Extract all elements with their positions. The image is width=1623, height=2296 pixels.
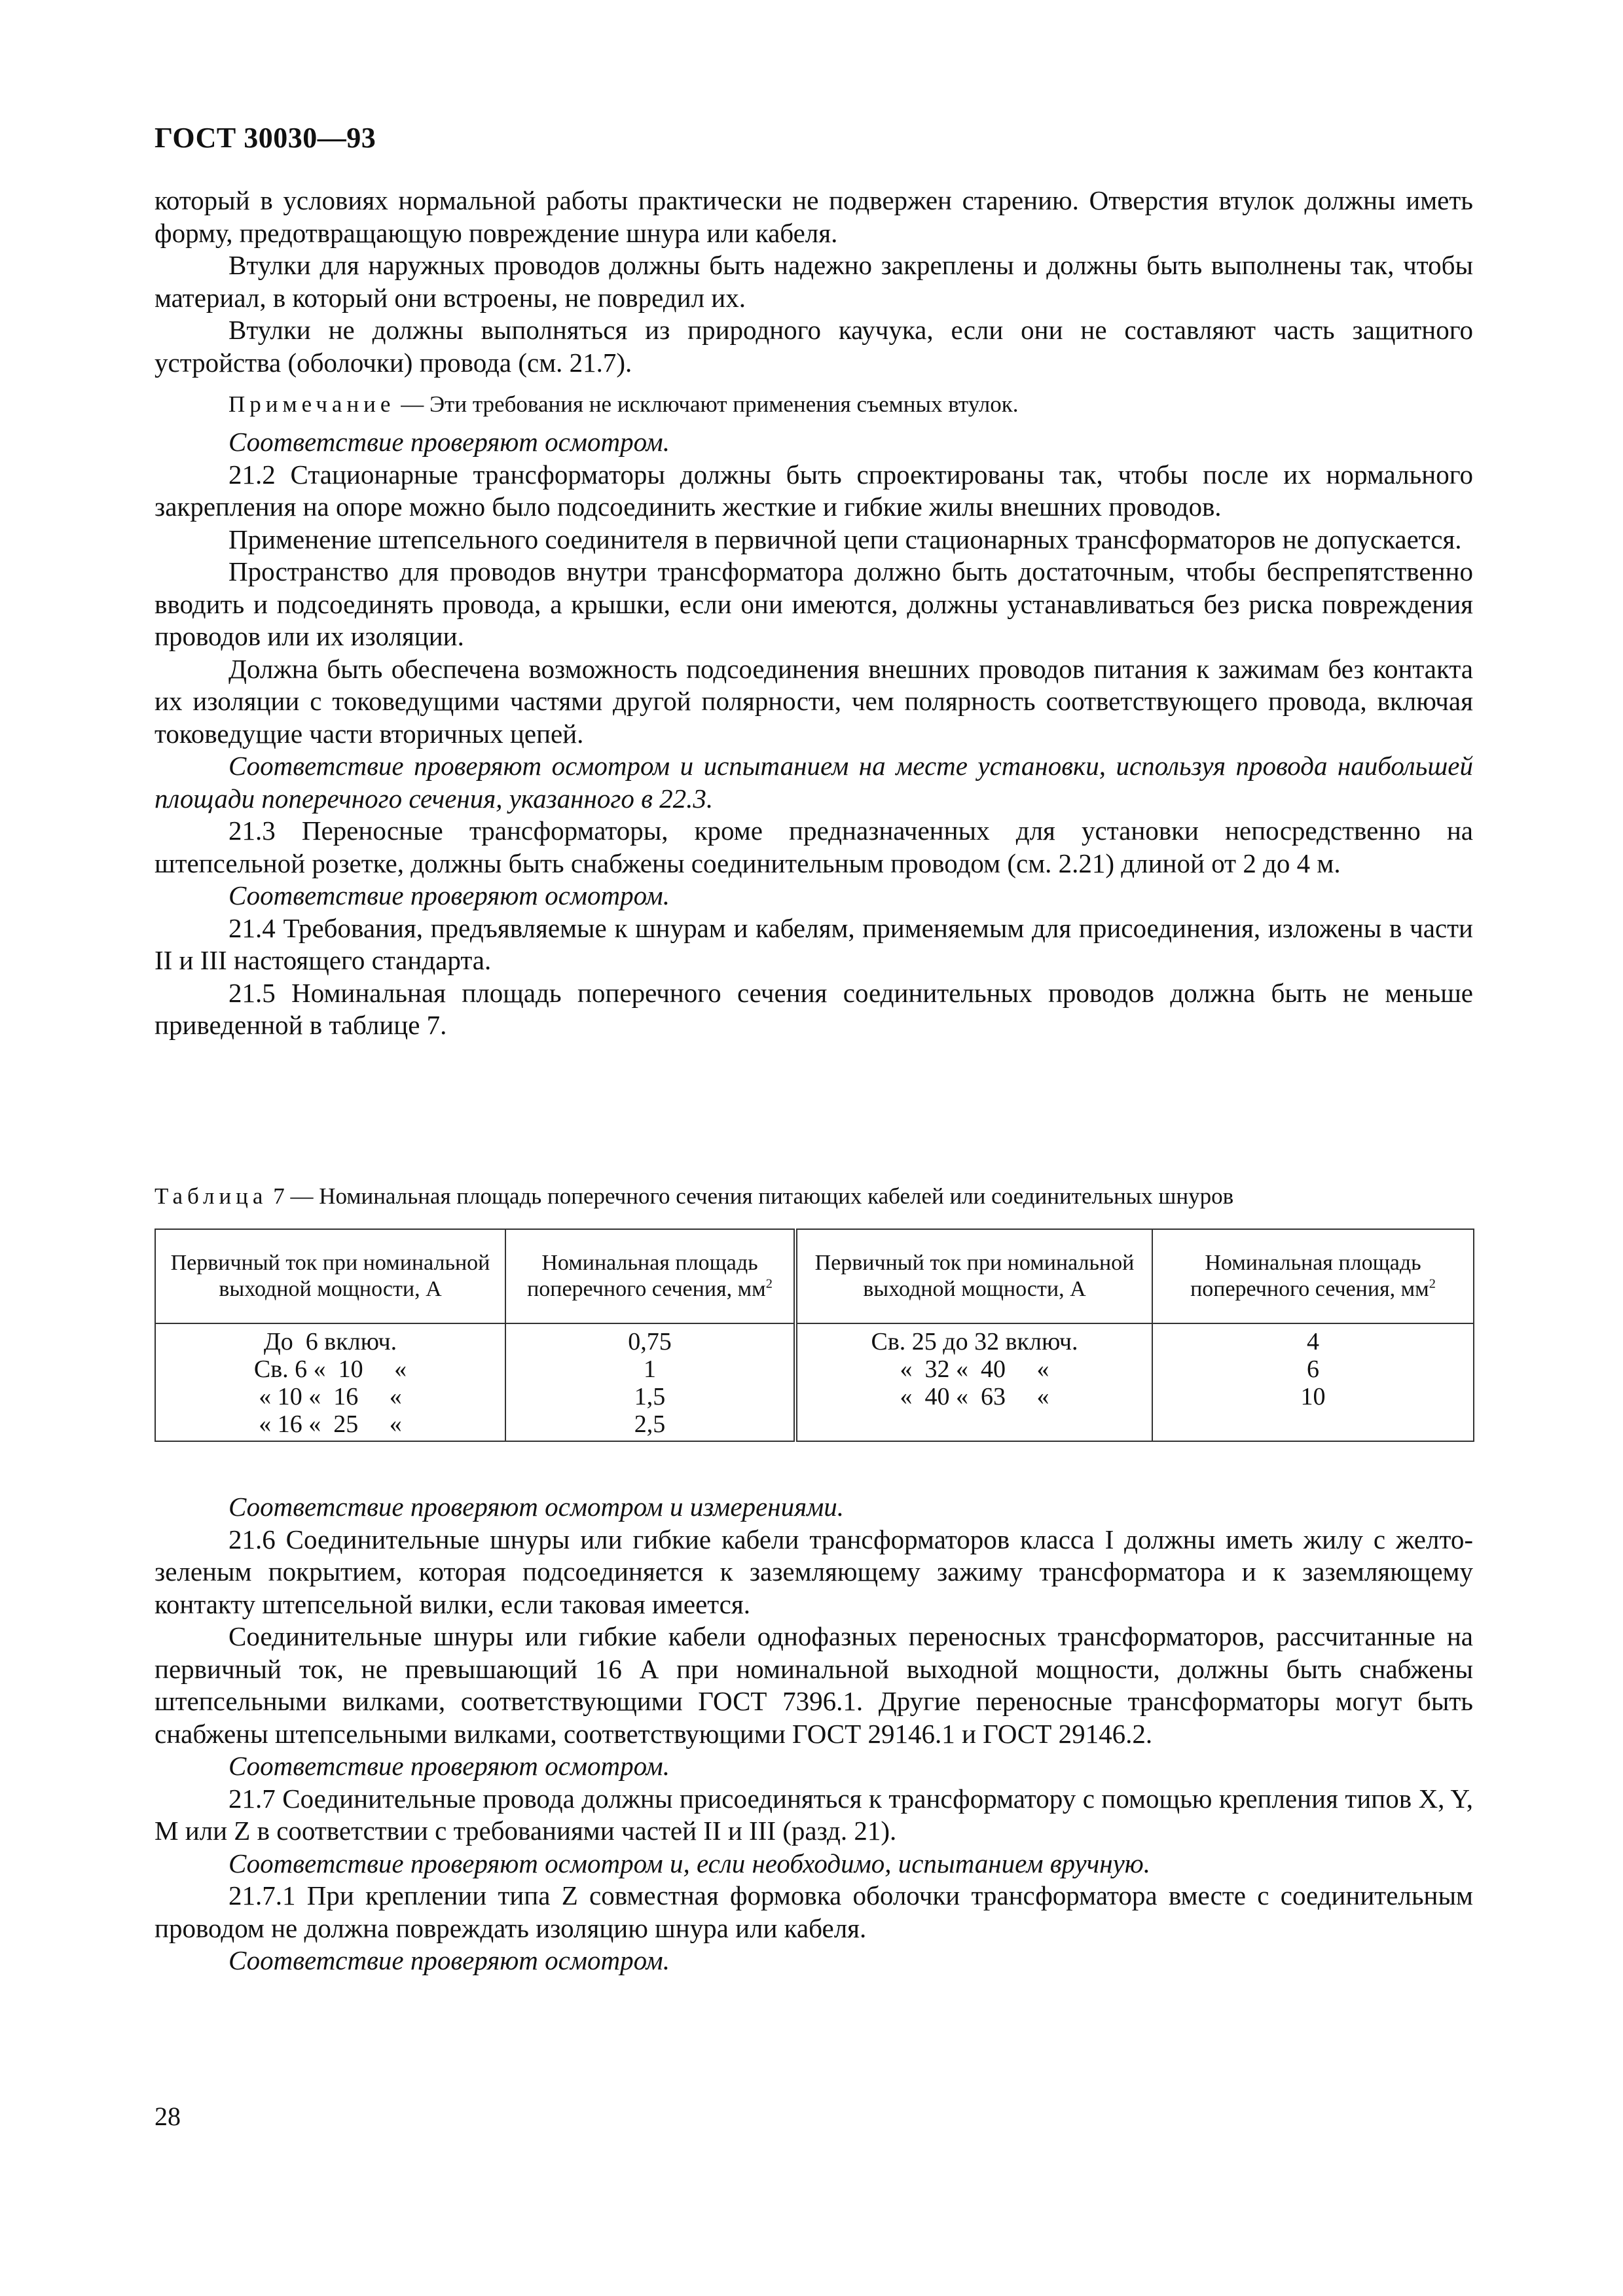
table-caption-label: Таблица (155, 1183, 268, 1209)
document-code-header: ГОСТ 30030—93 (155, 122, 376, 154)
paragraph: Должна быть обеспечена возможность подсоединения внешних проводов питания к зажимам без контакта их изоляции с токоведущими частями другой полярности, чем полярность соответствующего провода, включая токоведущие части вторичных цепей. (155, 653, 1473, 749)
current-range: Св. 25 до 32 включ. (871, 1328, 1078, 1355)
paragraph: 21.6 Соединительные шнуры или гибкие кабели трансформаторов класса I должны иметь жилу с желто-зеленым покрытием, которая подсоединяется к заземляющему зажиму трансформатора и к заземляющему контакту штепсельной вилки, если таковая имеется. (155, 1524, 1473, 1619)
table-cell-right-areas (1152, 1323, 1474, 1441)
table-caption (155, 1181, 1473, 1211)
paragraph: Применение штепсельного соединителя в первичной цепи стационарных трансформаторов не допускается. (228, 524, 1462, 554)
body-text-upper (155, 185, 1473, 1042)
table-header-cell: Номинальная площадь поперечного сечения, $мм^2$ (1152, 1229, 1474, 1323)
area-value: 1 (644, 1355, 656, 1383)
current-range: « 32 « 40 « (900, 1355, 1049, 1383)
paragraph: 21.2 Стационарные трансформаторы должны быть спроектированы так, чтобы после их нормального закрепления на опоре можно было подсоединить жесткие и гибкие жилы внешних проводов. (155, 459, 1473, 522)
compliance-statement: Соответствие проверяют осмотром. (228, 1945, 670, 1975)
table-row (155, 1323, 1474, 1441)
compliance-statement: Соответствие проверяют осмотром и, если необходимо, испытанием вручную. (228, 1848, 1150, 1878)
paragraph: 21.4 Требования, предъявляемые к шнурам и кабелям, применяемым для присоединения, изложены в части II и III настоящего стандарта. (155, 912, 1473, 975)
paragraph: 21.7 Соединительные провода должны присоединяться к трансформатору с помощью крепления типов X, Y, M или Z в соответствии с требованиями частей II и III (разд. 21). (155, 1783, 1473, 1846)
current-range: « 10 « 16 « (259, 1383, 402, 1410)
page-number: 28 (155, 2102, 181, 2131)
paragraph: который в условиях нормальной работы практически не подвержен старению. Отверстия втулок должны иметь форму, предотвращающую повреждение шнура или кабеля. (155, 185, 1473, 248)
table-header-row (155, 1229, 1474, 1323)
compliance-statement: Соответствие проверяют осмотром. (228, 880, 670, 910)
compliance-statement: Соответствие проверяют осмотром и испытанием на месте установки, используя провода наибольшей площади поперечного сечения, указанного в 22.3. (155, 751, 1473, 814)
area-value: 1,5 (634, 1383, 666, 1410)
current-range: Св. 6 « 10 « (253, 1355, 407, 1383)
paragraph: Соединительные шнуры или гибкие кабели однофазных переносных трансформаторов, рассчитанные на первичный ток, не превышающий 16 А при номинальной выходной мощности, должны быть снабжены штепсельными вилками, соответствующими ГОСТ 7396.1. Другие переносные трансформаторы могут быть снабжены штепсельными вилками, соответствующими ГОСТ 29146.1 и ГОСТ 29146.2. (155, 1621, 1473, 1749)
unit-superscript: 2 (765, 1276, 773, 1291)
body-text-lower (155, 1491, 1473, 1977)
paragraph: 21.5 Номинальная площадь поперечного сечения соединительных проводов должна быть не меньше приведенной в таблице 7. (155, 977, 1473, 1040)
note-label: Примечание (228, 391, 395, 417)
paragraph: Втулки для наружных проводов должны быть надежно закреплены и должны быть выполнены так, чтобы материал, в который они встроены, не повредил их. (155, 250, 1473, 313)
note (155, 388, 1473, 421)
table-7-block (155, 1181, 1473, 1442)
table-cell-left-areas (505, 1323, 795, 1441)
compliance-statement: Соответствие проверяют осмотром и измерениями. (228, 1492, 845, 1522)
cross-section-table (155, 1229, 1474, 1442)
compliance-statement: Соответствие проверяют осмотром. (228, 1751, 670, 1781)
table-caption-text: 7 — Номинальная площадь поперечного сечения питающих кабелей или соединительных шнуров (267, 1183, 1234, 1209)
table-header-cell: Первичный ток при номинальной выходной мощности, А (795, 1229, 1152, 1323)
note-text: — Эти требования не исключают применения съемных втулок. (395, 391, 1019, 417)
area-value: 4 (1307, 1328, 1319, 1355)
current-range: « 16 « 25 « (259, 1410, 402, 1438)
paragraph: Втулки не должны выполняться из природного каучука, если они не составляют часть защитного устройства (оболочки) провода (см. 21.7). (155, 315, 1473, 378)
area-value: 0,75 (628, 1328, 672, 1355)
table-cell-left-currents (155, 1323, 505, 1441)
current-range: До 6 включ. (263, 1328, 397, 1355)
paragraph: 21.7.1 При креплении типа Z совместная формовка оболочки трансформатора вместе с соединительным проводом не должна повреждать изоляцию шнура или кабеля. (155, 1880, 1473, 1943)
area-value: 6 (1307, 1355, 1319, 1383)
table-cell-right-currents (795, 1323, 1152, 1441)
table-header-cell: Номинальная площадь поперечного сечения, $мм^2$ (505, 1229, 795, 1323)
unit-superscript: 2 (1429, 1276, 1436, 1291)
paragraph: Пространство для проводов внутри трансформатора должно быть достаточным, чтобы беспрепятственно вводить и подсоединять провода, а крышки, если они имеются, должны устанавливаться без риска повреждения проводов или их изоляции. (155, 556, 1473, 651)
table-header-cell: Первичный ток при номинальной выходной мощности, А (155, 1229, 505, 1323)
paragraph: 21.3 Переносные трансформаторы, кроме предназначенных для установки непосредственно на штепсельной розетке, должны быть снабжены соединительным проводом (см. 2.21) длиной от 2 до 4 м. (155, 816, 1473, 878)
current-range: « 40 « 63 « (900, 1383, 1049, 1410)
compliance-statement: Соответствие проверяют осмотром. (228, 427, 670, 457)
area-value: 10 (1300, 1383, 1326, 1410)
area-value: 2,5 (634, 1410, 666, 1438)
